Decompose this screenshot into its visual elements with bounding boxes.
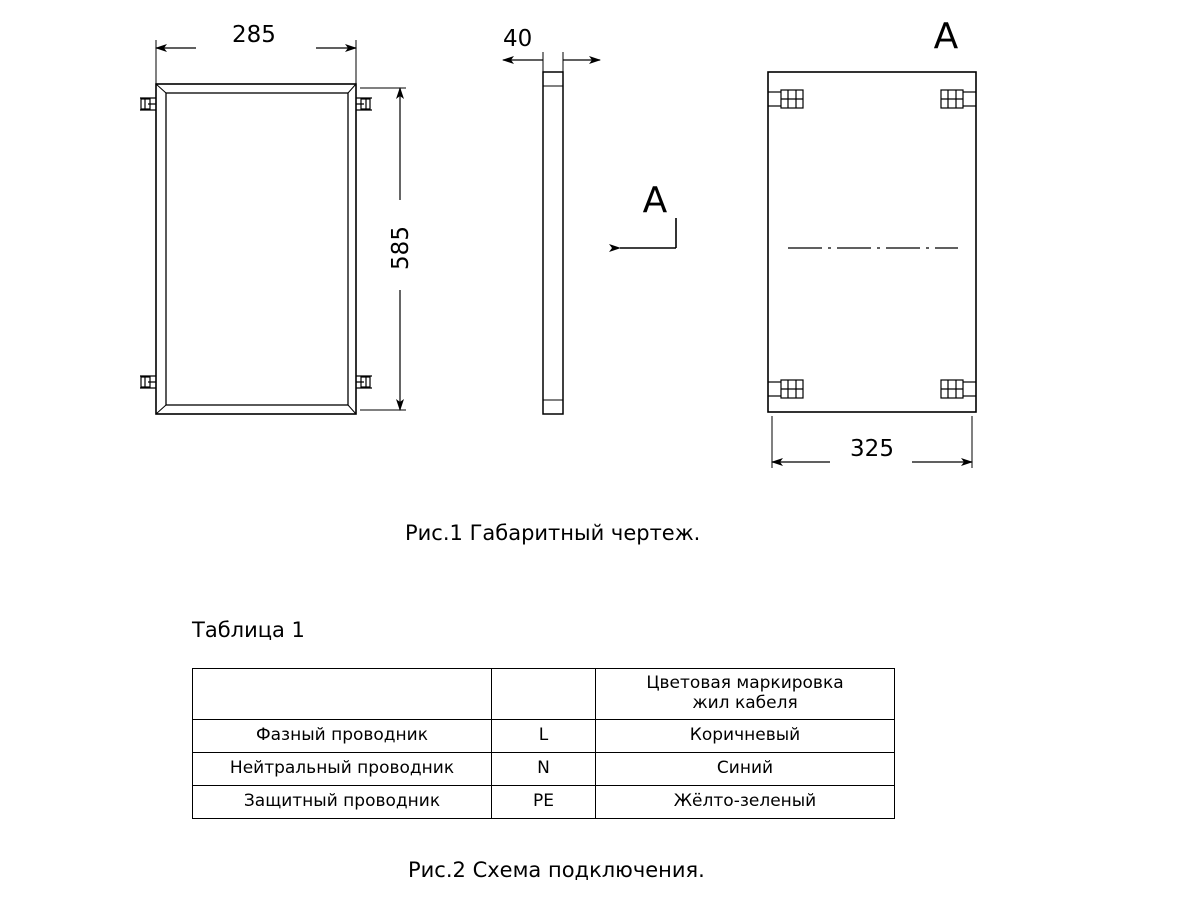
dimension-label-40: 40 — [503, 26, 533, 52]
dimension-label-285: 285 — [232, 22, 276, 48]
dimension-thickness-40 — [503, 52, 600, 74]
dimension-label-325: 325 — [850, 436, 894, 462]
conductor-name: Защитный проводник — [193, 786, 492, 819]
back-view-brackets — [768, 90, 976, 398]
table-title: Таблица 1 — [192, 618, 305, 642]
conductor-symbol: L — [492, 720, 596, 753]
figure2-caption: Рис.2 Схема подключения. — [408, 858, 705, 882]
figure1-caption: Рис.1 Габаритный чертеж. — [405, 521, 701, 545]
table-row — [193, 786, 895, 819]
table-header-color-marking — [596, 669, 895, 720]
front-view — [156, 84, 356, 414]
wiring-table — [192, 668, 895, 819]
conductor-symbol: PE — [492, 786, 596, 819]
back-view-letter-a: A — [933, 16, 959, 57]
conductor-color: Синий — [596, 753, 895, 786]
conductor-color: Коричневый — [596, 720, 895, 753]
table-header-color-marking-line2: жил кабеля — [692, 693, 798, 713]
conductor-color: Жёлто-зеленый — [596, 786, 895, 819]
view-direction-arrow — [620, 218, 676, 248]
conductor-name: Фазный проводник — [193, 720, 492, 753]
table-header-row — [193, 669, 895, 720]
front-view-brackets — [140, 98, 372, 388]
table-row — [193, 720, 895, 753]
back-view — [768, 72, 976, 412]
side-view — [543, 72, 563, 414]
table-header-blank-2 — [492, 669, 596, 720]
dimension-label-585: 585 — [388, 226, 414, 270]
conductor-symbol: N — [492, 753, 596, 786]
table-row — [193, 753, 895, 786]
table-header-color-marking-line1: Цветовая маркировка — [646, 673, 844, 694]
table-header-blank-1 — [193, 669, 492, 720]
conductor-name: Нейтральный проводник — [193, 753, 492, 786]
view-arrow-letter-a: A — [642, 180, 668, 221]
